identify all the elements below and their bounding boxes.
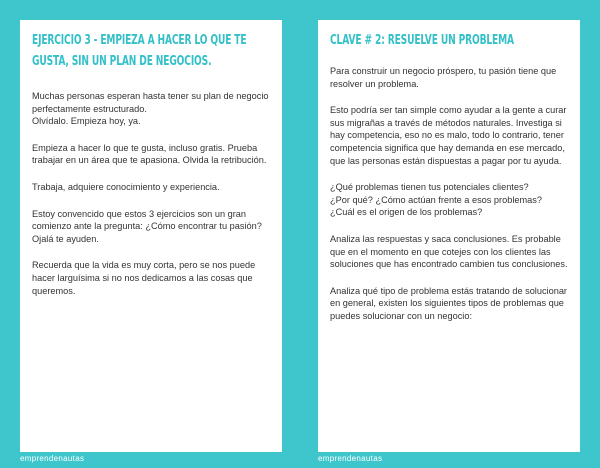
right-paragraph-2: Esto podría ser tan simple como ayudar a la gente a curar sus migrañas a través de métodos naturales. Investiga si hay competencia, eso no es malo, todo lo contrario, tener competencia significa que hay demanda en ese mercado, que las personas están dispuestas a pagar por tu ayuda. xyxy=(330,105,567,166)
left-paragraph-2: Empieza a hacer lo que te gusta, incluso gratis. Prueba trabajar en un área que te apasiona. Olvida la retribución. xyxy=(32,142,267,166)
left-paragraph-5: Recuerda que la vida es muy corta, pero se nos puede hacer larguísima si no nos dedicamos a las cosas que queremos. xyxy=(32,260,256,296)
right-paragraph-1: Para construir un negocio próspero, tu pasión tiene que resolver un problema. xyxy=(330,66,557,89)
left-paragraph-1-line-2: Olvídalo. Empieza hoy, ya. xyxy=(32,116,141,127)
right-paragraph-3-line-1: ¿Qué problemas tienen tus potenciales clientes? xyxy=(330,182,529,193)
left-page-title: EJERCICIO 3 - EMPIEZA A HACER LO QUE TE GUSTA, SIN UN PLAN DE NEGOCIOS. xyxy=(32,33,247,69)
right-paragraph-3 xyxy=(330,181,568,219)
left-paragraph-1-line-1: Muchas personas esperan hasta tener su plan de negocio perfectamente estructurado. xyxy=(32,91,269,114)
right-paragraph-3-line-3: ¿Cuál es el origen de los problemas? xyxy=(330,207,483,218)
left-page xyxy=(20,20,282,452)
right-paragraph-4: Analiza las respuestas y saca conclusiones. Es probable que en el momento en que cotejes con los clientes las soluciones que has encontrado cambien tus conclusiones. xyxy=(330,233,568,270)
right-page xyxy=(318,20,580,452)
right-paragraph-3-line-2: ¿Por qué? ¿Cómo actúan frente a esos problemas? xyxy=(330,194,542,205)
right-paragraph-5: Analiza qué tipo de problema estás tratando de solucionar en general, existen los siguientes tipos de problemas que puedes solucionar con un negocio: xyxy=(330,285,567,321)
left-paragraph-1 xyxy=(32,90,270,128)
right-footer-brand: emprendenautas xyxy=(318,454,383,463)
right-page-title: CLAVE # 2: RESUELVE UN PROBLEMA xyxy=(330,33,514,48)
left-paragraph-3: Trabaja, adquiere conocimiento y experiencia. xyxy=(32,181,220,192)
left-footer-brand: emprendenautas xyxy=(20,454,85,463)
left-paragraph-4: Estoy convencido que estos 3 ejercicios son un gran comienzo ante la pregunta: ¿Cómo encontrar tu pasión? Ojalá te ayuden. xyxy=(32,208,262,244)
